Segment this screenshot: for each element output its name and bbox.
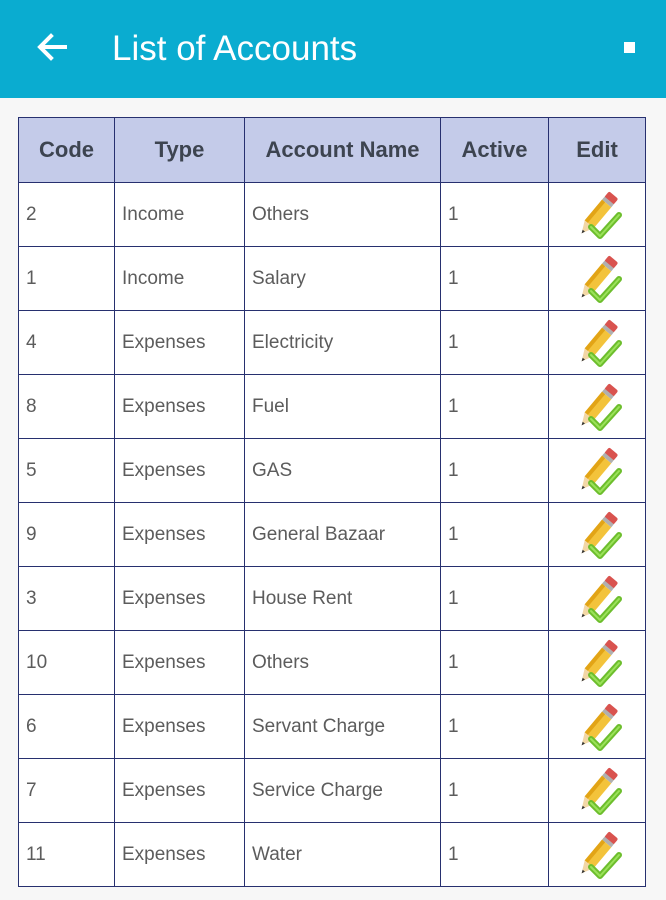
pencil-check-edit-icon — [569, 187, 625, 243]
cell-active: 1 — [441, 695, 549, 759]
cell-edit — [549, 503, 646, 567]
cell-code: 9 — [19, 503, 115, 567]
table-row — [19, 567, 646, 631]
accounts-table — [18, 117, 646, 887]
cell-code: 10 — [19, 631, 115, 695]
cell-type: Income — [115, 247, 245, 311]
pencil-check-edit-icon — [569, 571, 625, 627]
cell-active: 1 — [441, 567, 549, 631]
header-type: Type — [115, 118, 245, 183]
cell-edit — [549, 439, 646, 503]
header-code: Code — [19, 118, 115, 183]
cell-account-name: Service Charge — [245, 759, 441, 823]
edit-button[interactable] — [569, 827, 625, 883]
cell-code: 1 — [19, 247, 115, 311]
table-row — [19, 695, 646, 759]
cell-edit — [549, 183, 646, 247]
cell-type: Expenses — [115, 439, 245, 503]
cell-code: 6 — [19, 695, 115, 759]
cell-edit — [549, 567, 646, 631]
cell-edit — [549, 311, 646, 375]
cell-edit — [549, 695, 646, 759]
cell-active: 1 — [441, 503, 549, 567]
cell-code: 8 — [19, 375, 115, 439]
cell-account-name: Others — [245, 183, 441, 247]
header-active: Active — [441, 118, 549, 183]
table-row — [19, 631, 646, 695]
cell-edit — [549, 247, 646, 311]
cell-account-name: Fuel — [245, 375, 441, 439]
pencil-check-edit-icon — [569, 699, 625, 755]
cell-code: 4 — [19, 311, 115, 375]
cell-type: Expenses — [115, 375, 245, 439]
edit-button[interactable] — [569, 187, 625, 243]
cell-code: 2 — [19, 183, 115, 247]
app-bar — [0, 0, 666, 98]
cell-account-name: Electricity — [245, 311, 441, 375]
arrow-left-icon — [34, 29, 70, 65]
pencil-check-edit-icon — [569, 827, 625, 883]
cell-active: 1 — [441, 439, 549, 503]
cell-active: 1 — [441, 375, 549, 439]
cell-type: Expenses — [115, 503, 245, 567]
table-row — [19, 311, 646, 375]
pencil-check-edit-icon — [569, 635, 625, 691]
edit-button[interactable] — [569, 315, 625, 371]
page-title: List of Accounts — [112, 29, 358, 68]
edit-button[interactable] — [569, 571, 625, 627]
edit-button[interactable] — [569, 699, 625, 755]
cell-account-name: Salary — [245, 247, 441, 311]
cell-edit — [549, 823, 646, 887]
cell-edit — [549, 759, 646, 823]
cell-code: 5 — [19, 439, 115, 503]
table-row — [19, 247, 646, 311]
cell-active: 1 — [441, 183, 549, 247]
cell-type: Expenses — [115, 631, 245, 695]
edit-button[interactable] — [569, 507, 625, 563]
cell-account-name: House Rent — [245, 567, 441, 631]
cell-edit — [549, 375, 646, 439]
cell-active: 1 — [441, 247, 549, 311]
edit-button[interactable] — [569, 635, 625, 691]
pencil-check-edit-icon — [569, 379, 625, 435]
cell-account-name: Water — [245, 823, 441, 887]
table-row — [19, 503, 646, 567]
cell-code: 3 — [19, 567, 115, 631]
cell-account-name: GAS — [245, 439, 441, 503]
cell-type: Expenses — [115, 759, 245, 823]
cell-active: 1 — [441, 631, 549, 695]
overflow-menu-button[interactable] — [612, 30, 646, 64]
pencil-check-edit-icon — [569, 443, 625, 499]
table-row — [19, 439, 646, 503]
pencil-check-edit-icon — [569, 763, 625, 819]
cell-type: Expenses — [115, 823, 245, 887]
pencil-check-edit-icon — [569, 315, 625, 371]
cell-account-name: Servant Charge — [245, 695, 441, 759]
edit-button[interactable] — [569, 763, 625, 819]
table-row — [19, 823, 646, 887]
table-row — [19, 183, 646, 247]
cell-type: Income — [115, 183, 245, 247]
cell-active: 1 — [441, 759, 549, 823]
header-edit: Edit — [549, 118, 646, 183]
back-button[interactable] — [30, 25, 74, 69]
cell-active: 1 — [441, 311, 549, 375]
cell-active: 1 — [441, 823, 549, 887]
pencil-check-edit-icon — [569, 507, 625, 563]
header-account-name: Account Name — [245, 118, 441, 183]
table-row — [19, 375, 646, 439]
cell-code: 7 — [19, 759, 115, 823]
table-row — [19, 759, 646, 823]
edit-button[interactable] — [569, 379, 625, 435]
edit-button[interactable] — [569, 251, 625, 307]
overflow-menu-icon — [624, 42, 635, 53]
table-header-row — [19, 118, 646, 183]
cell-account-name: Others — [245, 631, 441, 695]
cell-type: Expenses — [115, 311, 245, 375]
cell-type: Expenses — [115, 567, 245, 631]
pencil-check-edit-icon — [569, 251, 625, 307]
cell-edit — [549, 631, 646, 695]
cell-account-name: General Bazaar — [245, 503, 441, 567]
edit-button[interactable] — [569, 443, 625, 499]
accounts-table-container — [18, 117, 645, 887]
cell-type: Expenses — [115, 695, 245, 759]
cell-code: 11 — [19, 823, 115, 887]
